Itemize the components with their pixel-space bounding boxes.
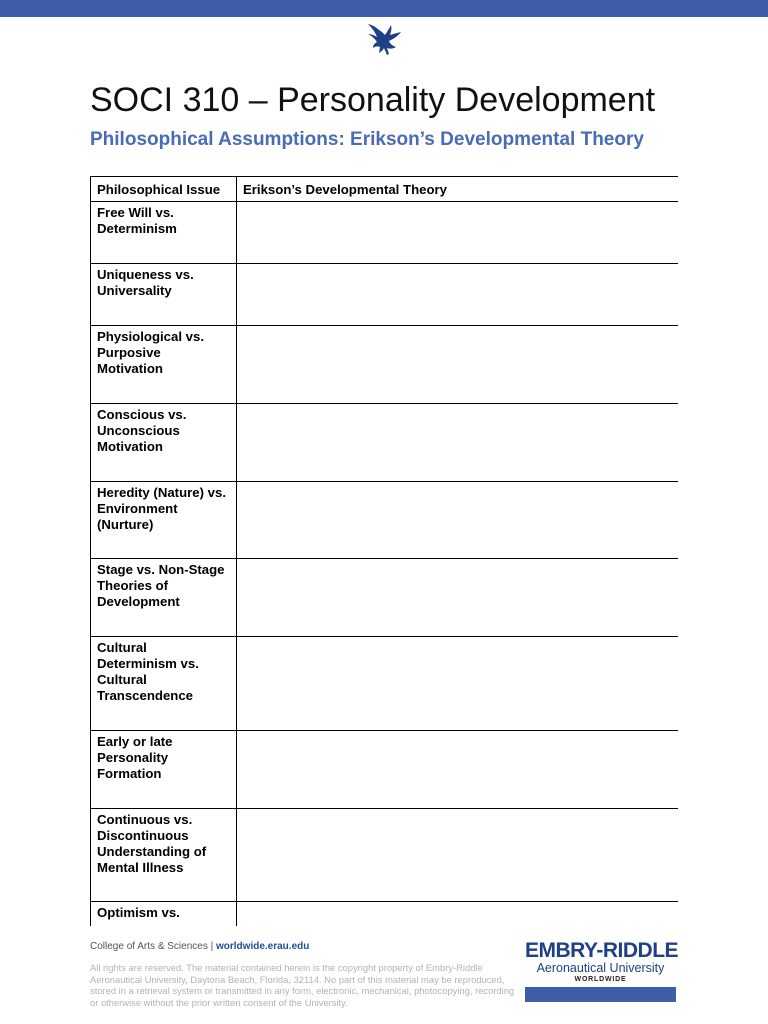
answer-cell[interactable] [237, 264, 679, 326]
answer-cell[interactable] [237, 809, 679, 902]
page-title: SOCI 310 – Personality Development [90, 81, 656, 119]
issue-cell: Uniqueness vs. Universality [91, 264, 237, 326]
table-row [91, 637, 679, 731]
table-row [91, 482, 679, 559]
answer-cell[interactable] [237, 637, 679, 731]
logo-accent-bar [525, 987, 676, 1002]
header-eriksons-theory: Erikson’s Developmental Theory [237, 177, 679, 202]
top-brand-bar [0, 0, 768, 17]
issue-cell: Optimism vs. [91, 902, 237, 927]
footer-website-link[interactable]: worldwide.erau.edu [216, 941, 310, 952]
footer-college-line [90, 940, 520, 954]
page-subtitle: Philosophical Assumptions: Erikson’s Developmental Theory [90, 129, 644, 150]
assumptions-table [90, 176, 678, 926]
header-philosophical-issue: Philosophical Issue [91, 177, 237, 202]
answer-cell[interactable] [237, 404, 679, 482]
issue-cell: Physiological vs. Purposive Motivation [91, 326, 237, 404]
table-row [91, 326, 679, 404]
table-row [91, 264, 679, 326]
logo-name: EMBRY-RIDDLE [525, 939, 679, 962]
answer-cell[interactable] [237, 202, 679, 264]
table-row [91, 902, 679, 927]
answer-cell[interactable] [237, 731, 679, 809]
table-row [91, 731, 679, 809]
answer-cell[interactable] [237, 559, 679, 637]
footer [90, 940, 520, 1008]
assumptions-table-container [90, 176, 678, 926]
table-row [91, 559, 679, 637]
issue-cell: Heredity (Nature) vs. Environment (Nurture) [91, 482, 237, 559]
issue-cell: Stage vs. Non-Stage Theories of Development [91, 559, 237, 637]
answer-cell[interactable] [237, 326, 679, 404]
footer-college-name: College of Arts & Sciences | [90, 941, 216, 952]
table-header-row [91, 177, 679, 202]
issue-cell: Conscious vs. Unconscious Motivation [91, 404, 237, 482]
issue-cell: Early or late Personality Formation [91, 731, 237, 809]
issue-cell: Free Will vs. Determinism [91, 202, 237, 264]
table-row [91, 202, 679, 264]
table-row [91, 809, 679, 902]
footer-copyright-notice: All rights are reserved. The material contained herein is the copyright property of Embry-Riddle Aeronautical University, Daytona Beach, Florida, 32114. No part of this material may be reproduced, stored in a retrieval system or transmitted in any form, electronic, mechanical, photocopying, recording or otherwise without the prior written consent of the University. [90, 962, 515, 1008]
eagle-logo-icon [362, 22, 404, 62]
embry-riddle-logo [525, 939, 679, 1003]
logo-tag: WORLDWIDE [574, 976, 627, 983]
issue-cell: Continuous vs. Discontinuous Understanding of Mental Illness [91, 809, 237, 902]
answer-cell[interactable] [237, 902, 679, 927]
issue-cell: Cultural Determinism vs. Cultural Transcendence [91, 637, 237, 731]
logo-subtitle: Aeronautical University [536, 961, 665, 975]
answer-cell[interactable] [237, 482, 679, 559]
table-row [91, 404, 679, 482]
